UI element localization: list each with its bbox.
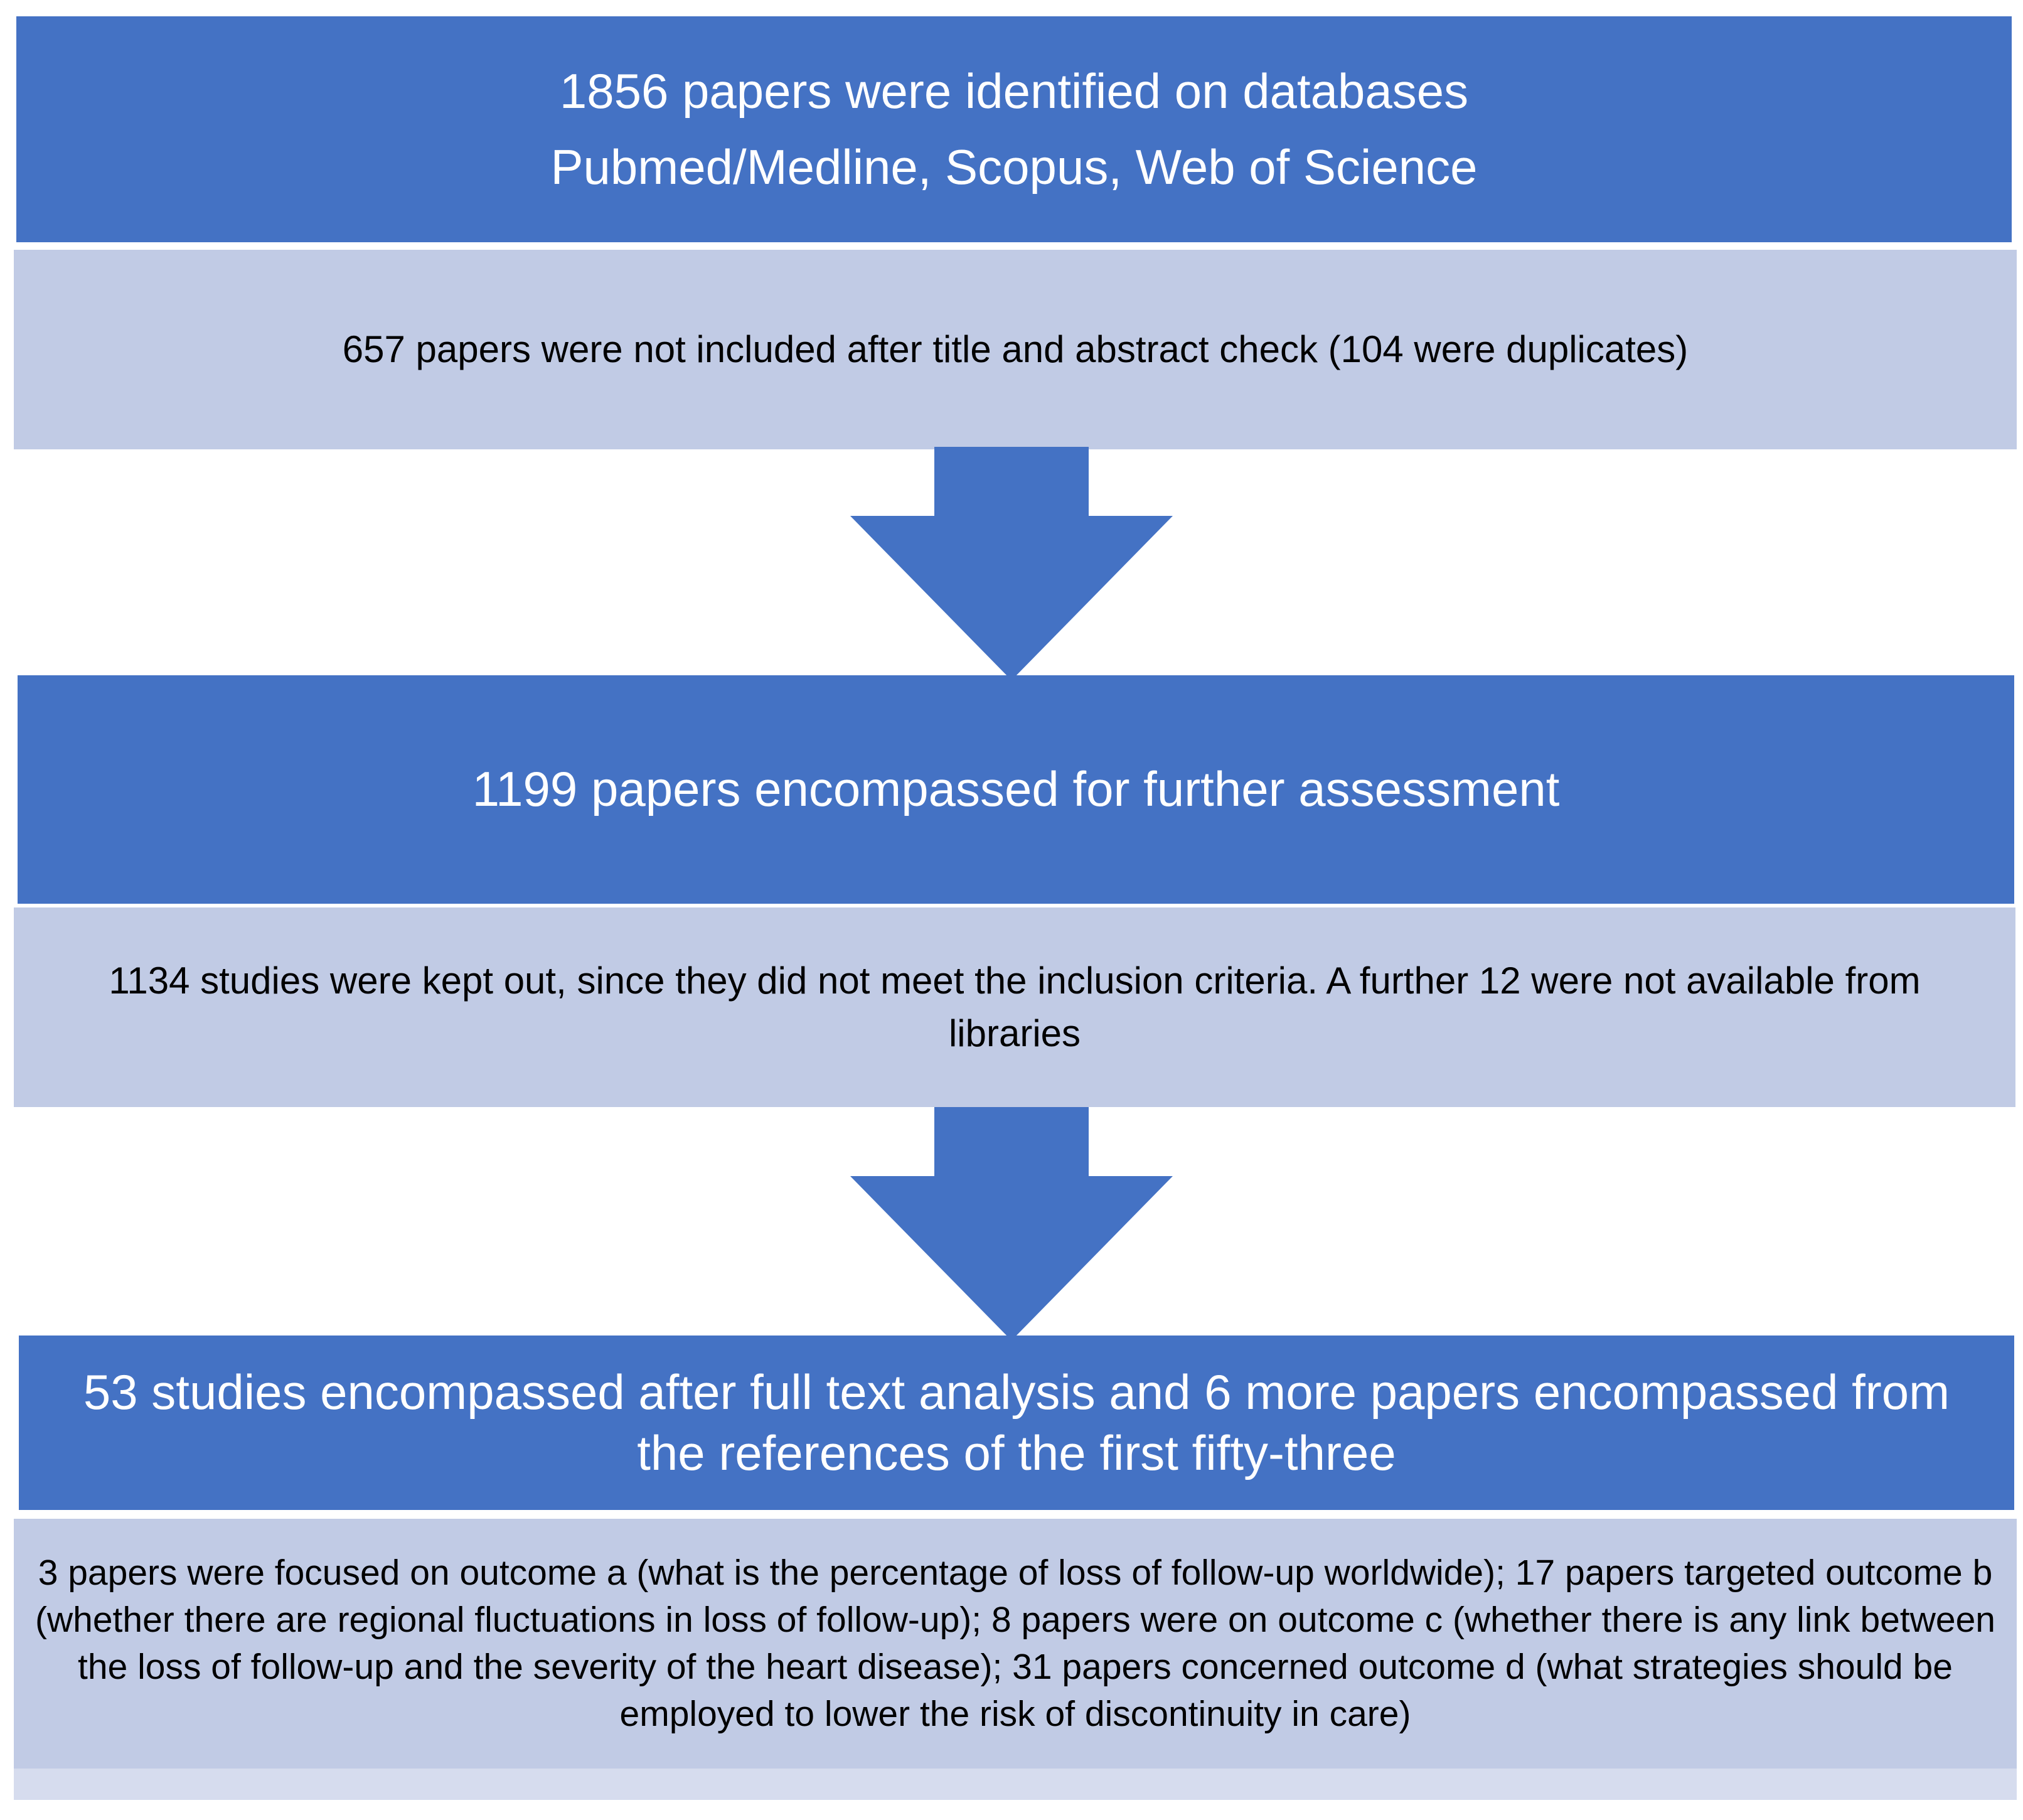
included-text: 53 studies encompassed after full text analysis and 6 more papers encompassed from the references of the first fifty-three <box>83 1364 1950 1480</box>
excluded-title-abstract-box <box>14 250 2017 449</box>
outcomes-text: 3 papers were focused on outcome a (what is the percentage of loss of follow-up worldwide); 17 papers targeted outcome b (whether there are regional fluctuations in loss of follow-up); 8 papers were on outcome c (whether there is any link between the loss of follow-up and the severity of the heart disease); 31 papers concerned outcome d (what strategies should be employed to lower the risk of discontinuity in care) <box>35 1552 1995 1735</box>
assessment-text: 1199 papers encompassed for further assessment <box>472 761 1560 817</box>
outcomes-box <box>14 1519 2017 1769</box>
included-box <box>19 1336 2014 1510</box>
identified-line-1: 1856 papers were identified on databases <box>559 63 1469 119</box>
outcomes-box-footer <box>14 1769 2017 1800</box>
identified-box <box>16 16 2012 242</box>
excluded-title-abstract-text: 657 papers were not included after title and abstract check (104 were duplicates) <box>342 328 1689 370</box>
assessment-box <box>18 675 2014 904</box>
down-arrow-icon <box>850 447 1173 680</box>
down-arrow-icon <box>850 1107 1173 1341</box>
excluded-criteria-box <box>14 907 2015 1107</box>
identified-line-2: Pubmed/Medline, Scopus, Web of Science <box>550 139 1478 195</box>
excluded-criteria-text: 1134 studies were kept out, since they did not meet the inclusion criteria. A further 12 were not available from libraries <box>109 960 1921 1054</box>
